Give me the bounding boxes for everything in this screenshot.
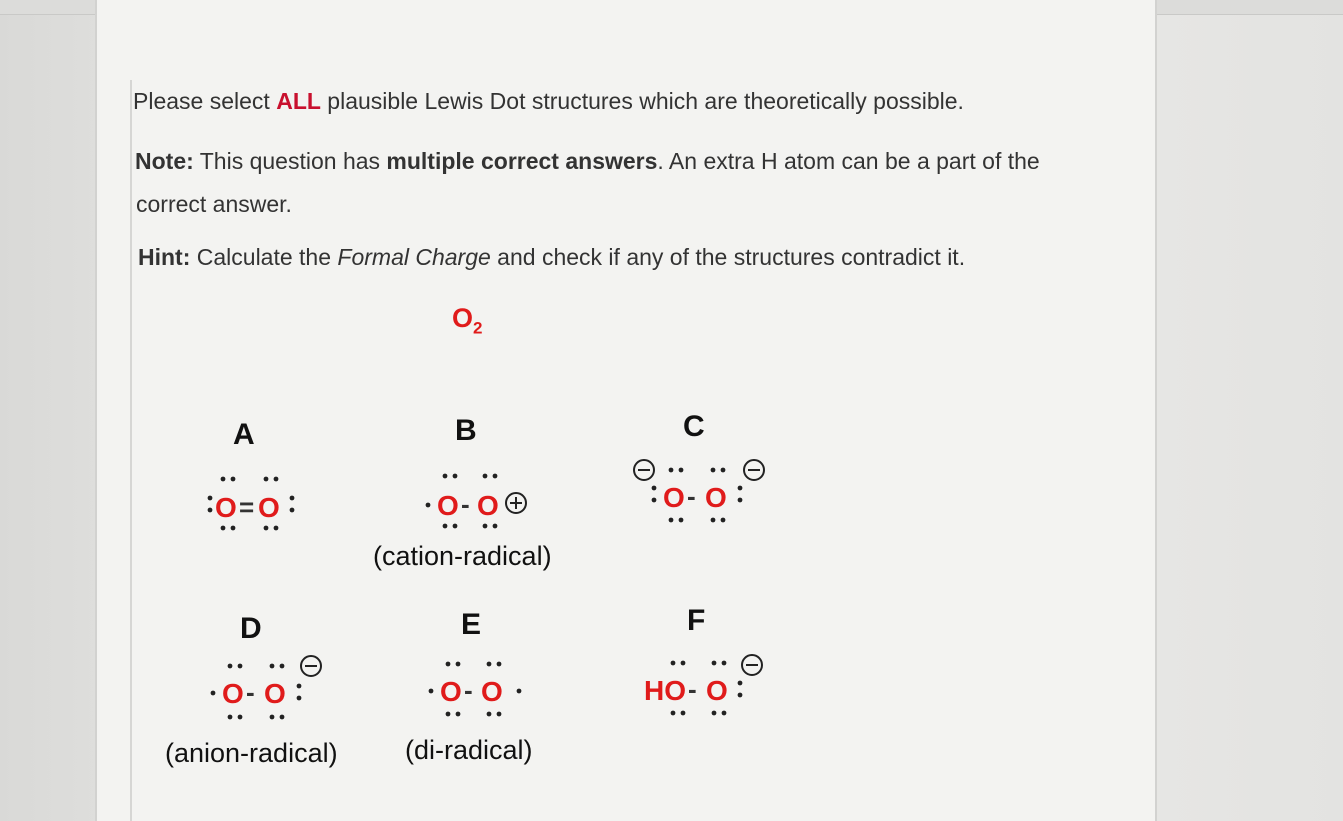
atom-left: O: [663, 482, 685, 513]
option-e-caption: (di-radical): [405, 735, 533, 765]
atom-right: O: [477, 490, 499, 521]
atom-right: O: [481, 676, 503, 707]
question-emphasis: ALL: [276, 88, 321, 114]
option-b-letter: B: [455, 414, 477, 447]
minus-charge-icon: [742, 655, 762, 675]
bond-symbol: =: [239, 492, 255, 522]
plus-charge-icon: [506, 493, 526, 513]
structure-d[interactable]: [200, 650, 330, 730]
structure-e[interactable]: [420, 650, 530, 730]
atom-left: O: [437, 490, 459, 521]
bond-symbol: -: [461, 489, 470, 519]
option-a-letter: A: [233, 418, 255, 451]
option-e-letter: E: [461, 608, 482, 641]
minus-charge-icon: [634, 460, 654, 480]
atom-left: O: [215, 492, 237, 523]
atom-right: O: [706, 675, 728, 706]
hint-label: Hint:: [138, 244, 191, 270]
question-line: [133, 88, 964, 115]
option-c-letter: C: [683, 410, 705, 443]
atom-left: HO: [644, 675, 686, 706]
note-emphasis: multiple correct answers: [386, 148, 658, 174]
formula-element: O: [452, 303, 474, 333]
structure-c[interactable]: [625, 450, 775, 535]
minus-charge-icon: [744, 460, 764, 480]
molecule-formula: [452, 303, 482, 338]
bond-symbol: -: [464, 675, 473, 705]
note-text-end: . An extra H atom can be a part of the: [657, 148, 1040, 174]
atom-left: O: [440, 676, 462, 707]
question-text-end: plausible Lewis Dot structures which are theoretically possible.: [320, 88, 964, 114]
bond-symbol: -: [246, 677, 255, 707]
atom-right: O: [264, 678, 286, 709]
option-d-caption: (anion-radical): [165, 738, 338, 768]
note-text: This question has: [193, 148, 387, 174]
question-text: Please select: [133, 88, 277, 114]
hint-emphasis: Formal Charge: [337, 244, 491, 270]
structure-a[interactable]: [200, 460, 310, 535]
atom-left: O: [222, 678, 244, 709]
structure-b[interactable]: [420, 460, 540, 535]
atom-right: O: [705, 482, 727, 513]
note-label: Note:: [135, 148, 194, 174]
option-f-letter: F: [687, 604, 706, 637]
atom-right: O: [258, 492, 280, 523]
note-line: [135, 148, 1040, 175]
hint-text: Calculate the: [190, 244, 338, 270]
option-d-letter: D: [240, 612, 262, 645]
formula-subscript: 2: [473, 318, 483, 338]
hint-text-end: and check if any of the structures contradict it.: [490, 244, 966, 270]
bond-symbol: -: [687, 481, 696, 511]
minus-charge-icon: [301, 656, 321, 676]
structure-f[interactable]: [640, 645, 780, 725]
content-border: [130, 80, 132, 821]
hint-line: [138, 244, 965, 271]
note-line-2: correct answer.: [136, 191, 292, 217]
bond-symbol: -: [688, 674, 697, 704]
option-b-caption: (cation-radical): [373, 541, 552, 571]
